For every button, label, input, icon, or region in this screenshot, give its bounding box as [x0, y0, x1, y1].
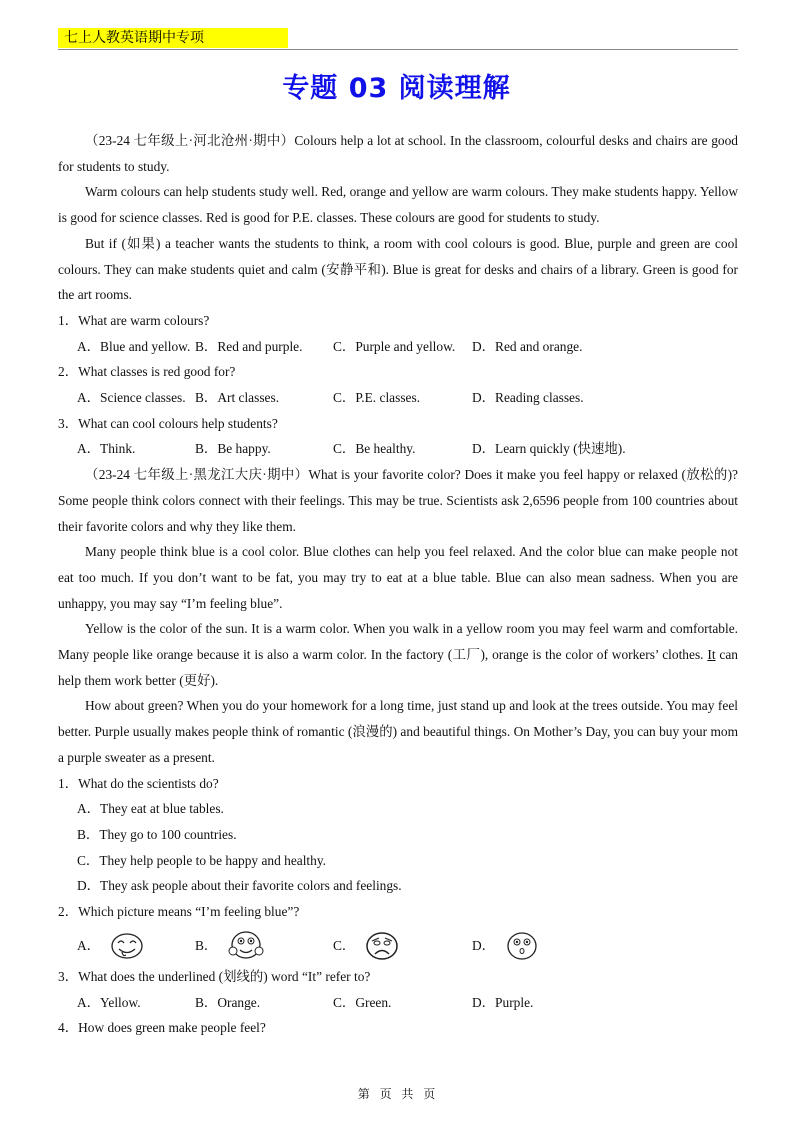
page-footer: 第 页 共 页: [357, 1087, 436, 1101]
option: C．Be healthy.: [333, 441, 416, 457]
option: B．Red and purple.: [195, 338, 303, 354]
passage2-paragraph: （23-24 七年级上·黑龙江大庆·期中）What is your favorite color? Does it make you feel happy or relaxed (放松的)? Some people think colors connect with their feelings. This may be true. Scientists ask 2,6596 people from 100 countries about their favorite colors and why they like them.: [58, 467, 738, 534]
option-label: C．: [333, 937, 356, 953]
option-label: A．: [77, 937, 101, 953]
passage1-paragraph: Warm colours can help students study well. Red, orange and yellow are warm colours. They make students happy. Yellow is good for science classes. Red is good for P.E. classes. These colours are good for students to study.: [58, 184, 738, 226]
surprised-face-icon: [505, 931, 539, 961]
passage2-paragraph: Many people think blue is a cool color. Blue clothes can help you feel relaxed. And the color blue can make people not eat too much. If you don’t want to be fat, you may try to eat at a blue table. Blue can also mean sadness. When you are unhappy, you may say “I’m feeling blue”.: [58, 544, 738, 611]
option: D．Reading classes.: [472, 390, 584, 406]
page-title: 专题 03 阅读理解: [282, 73, 511, 104]
option: A．Science classes.: [77, 390, 186, 406]
text: Yellow is the color of the sun. It is a warm color. When you walk in a yellow room you may feel warm and comfortable. Many people like orange because it is also a warm color. In the factory (工厂), orange is the color of workers’ clothes.: [58, 621, 738, 663]
header-label: 七上人教英语期中专项: [58, 28, 288, 48]
text: can help them work better (更好).: [58, 647, 738, 688]
option: D．Purple.: [472, 994, 534, 1010]
option: A．They eat at blue tables.: [77, 801, 224, 817]
option: B．Be happy.: [195, 441, 271, 457]
picture-option-c: [333, 931, 472, 961]
passage2-paragraph: [58, 616, 738, 693]
question: 1．What are warm colours?: [58, 312, 210, 328]
passage2-paragraph: How about green? When you do your homework for a long time, just stand up and look at the trees outside. You may feel better. Purple usually makes people think of romantic (浪漫的) and beautiful things. On Mother’s Day, you can buy your mom a purple sweater as a present.: [58, 698, 738, 765]
option: B．Orange.: [195, 994, 261, 1010]
options-row: [58, 385, 738, 411]
option: C．Purple and yellow.: [333, 338, 456, 354]
picture-option-d: [472, 931, 539, 961]
passage1-paragraph: （23-24 七年级上·河北沧州·期中）Colours help a lot at school. In the classroom, colourful desks and chairs are good for students to study.: [58, 133, 738, 174]
picture-option-b: [195, 930, 333, 962]
underlined-word: It: [707, 647, 716, 663]
option: C．Green.: [333, 994, 392, 1010]
question: 4．How does green make people feel?: [58, 1020, 266, 1036]
option: C．P.E. classes.: [333, 390, 421, 406]
picture-options-row: [58, 928, 738, 964]
options-row: [58, 990, 738, 1016]
question: 1．What do the scientists do?: [58, 775, 219, 791]
option: C．They help people to be happy and healthy.: [77, 852, 327, 868]
document-body: [58, 128, 738, 1041]
option: A．Yellow.: [77, 994, 141, 1010]
option: B．Art classes.: [195, 390, 280, 406]
header-divider: [58, 49, 738, 50]
picture-option-a: [77, 932, 195, 960]
happy-face-icon: [227, 930, 265, 962]
option: D．Red and orange.: [472, 338, 583, 354]
sad-face-icon: [365, 931, 399, 961]
option: A．Blue and yellow.: [77, 338, 191, 354]
smiling-face-icon: [110, 932, 144, 960]
options-row: [58, 334, 738, 360]
option: D．They ask people about their favorite colors and feelings.: [77, 878, 402, 894]
options-row: [58, 436, 738, 462]
question: 3．What can cool colours help students?: [58, 415, 278, 431]
option-label: D．: [472, 937, 496, 953]
option: B．They go to 100 countries.: [77, 826, 237, 842]
question: 2．What classes is red good for?: [58, 364, 236, 380]
question: 3．What does the underlined (划线的) word “It” refer to?: [58, 968, 371, 984]
passage1-paragraph: But if (如果) a teacher wants the students to think, a room with cool colours is good. Blue, purple and green are cool colours. They can make students quiet and calm (安静平和). Blue is great for desks and chairs of a library. Green is good for the art rooms.: [58, 235, 738, 303]
option: D．Learn quickly (快速地).: [472, 441, 626, 457]
question: 2．Which picture means “I’m feeling blue”?: [58, 904, 300, 920]
option-label: B．: [195, 937, 218, 953]
option: A．Think.: [77, 441, 136, 457]
